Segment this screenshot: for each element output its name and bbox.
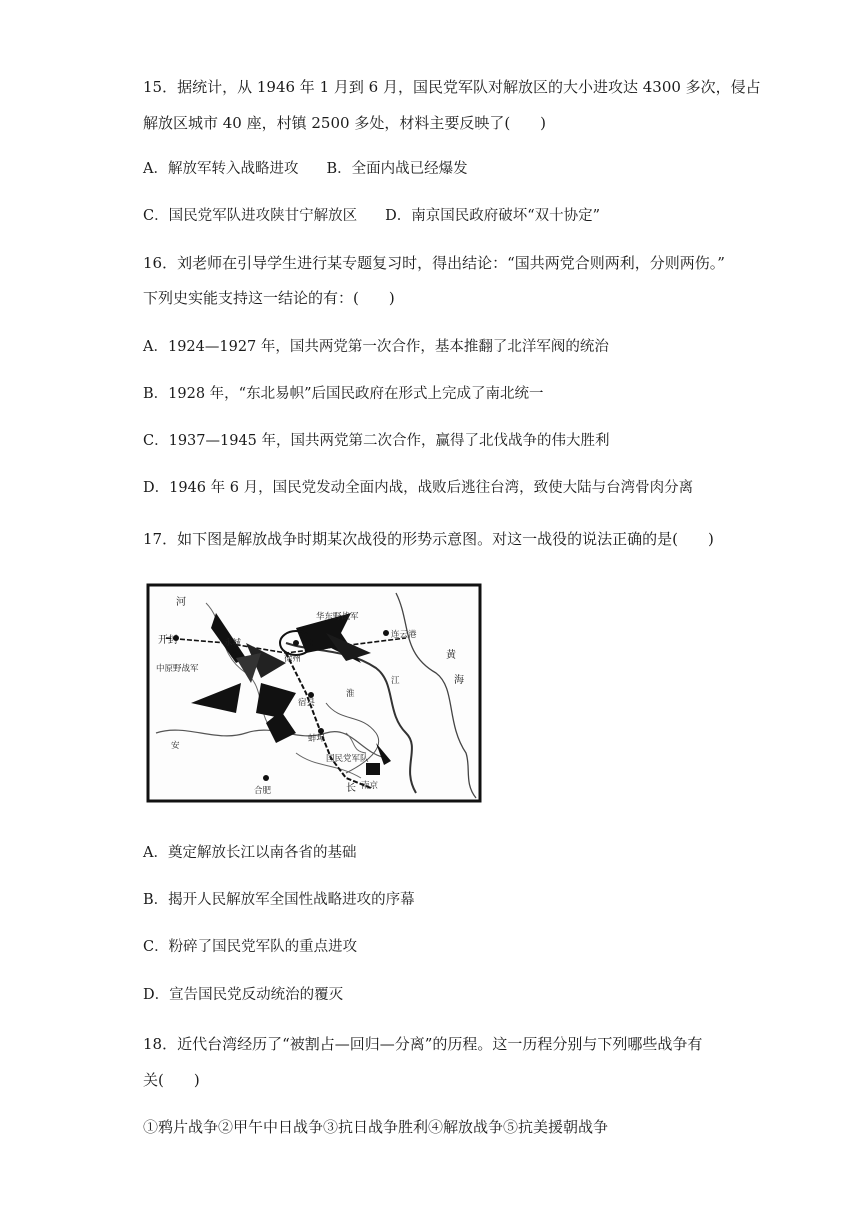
q18-stem-line1: 18．近代台湾经历了“被割占—回归—分离”的历程。这一历程分别与下列哪些战争有 xyxy=(143,1035,703,1053)
map-label-lianyungang: 连云港 xyxy=(391,630,417,640)
q16-option-a: A．1924—1927 年，国共两党第一次合作，基本推翻了北洋军阀的统治 xyxy=(143,339,609,355)
map-label-sea: 海 xyxy=(454,675,464,686)
map-label-xuzhou: 徐州 xyxy=(284,654,302,664)
q16-option-c: C．1937—1945 年，国共两党第二次合作，赢得了北伐战争的伟大胜利 xyxy=(143,433,610,449)
q16-stem-line1: 16．刘老师在引导学生进行某专题复习时，得出结论：“国共两党合则两利，分则两伤。” xyxy=(143,254,725,272)
q17-option-a: A．奠定解放长江以南各省的基础 xyxy=(143,845,357,861)
map-label-yongcheng: 永城 xyxy=(224,638,242,648)
map-label-suxian: 宿县 xyxy=(298,698,316,708)
map-label-kmt-army: 国民党军队 xyxy=(326,754,369,764)
q15-option-d: D．南京国民政府破坏“双十协定” xyxy=(385,208,601,224)
map-label-huaihai-army: 华东野战军 xyxy=(316,612,359,622)
q16-option-b: B．1928 年，“东北易帜”后国民政府在形式上完成了南北统一 xyxy=(143,386,544,402)
map-label-nanjing: 南京 xyxy=(361,781,379,791)
q15-options-ab xyxy=(143,159,468,179)
map-label-chang: 长 xyxy=(346,783,356,794)
map-label-central-army: 中原野战军 xyxy=(156,664,199,674)
map-label-hefei: 合肥 xyxy=(254,786,272,796)
q15-stem-line2: 解放区城市 40 座，村镇 2500 多处，材料主要反映了( ) xyxy=(143,114,547,132)
q15-option-b: B．全面内战已经爆发 xyxy=(326,161,468,177)
map-label-anhui: 安 xyxy=(171,741,180,751)
map-label-kaifeng: 开封 xyxy=(158,635,178,646)
q17-option-c: C．粉碎了国民党军队的重点进攻 xyxy=(143,939,358,955)
q17-option-b: B．揭开人民解放军全国性战略进攻的序幕 xyxy=(143,892,415,908)
q17-option-d: D．宣告国民党反动统治的覆灭 xyxy=(143,987,344,1003)
q16-stem-line2: 下列史实能支持这一结论的有：( ) xyxy=(143,289,395,307)
map-label-junction: 淮 xyxy=(346,689,355,699)
q18-items: ①鸦片战争②甲午中日战争③抗日战争胜利④解放战争⑤抗美援朝战争 xyxy=(143,1118,609,1136)
map-label-huang: 黄 xyxy=(446,650,456,661)
map-label-river: 河 xyxy=(176,597,186,608)
q15-option-c: C．国民党军队进攻陕甘宁解放区 xyxy=(143,208,358,224)
q16-option-d: D．1946 年 6 月，国民党发动全面内战，战败后逃往台湾，致使大陆与台湾骨肉分离 xyxy=(143,480,694,496)
q15-stem-line1: 15．据统计，从 1946 年 1 月到 6 月，国民党军队对解放区的大小进攻达 4300 多次，侵占 xyxy=(143,78,761,96)
battle-map-figure xyxy=(146,583,482,803)
q15-options-cd xyxy=(143,206,600,226)
q18-stem-line2: 关( ) xyxy=(143,1071,200,1089)
q17-stem-line1: 17．如下图是解放战争时期某次战役的形势示意图。对这一战役的说法正确的是( ) xyxy=(143,530,714,548)
map-label-bengbu: 蚌埠 xyxy=(308,734,326,744)
map-label-jiang: 江 xyxy=(391,676,400,686)
q15-option-a: A．解放军转入战略进攻 xyxy=(143,161,299,177)
